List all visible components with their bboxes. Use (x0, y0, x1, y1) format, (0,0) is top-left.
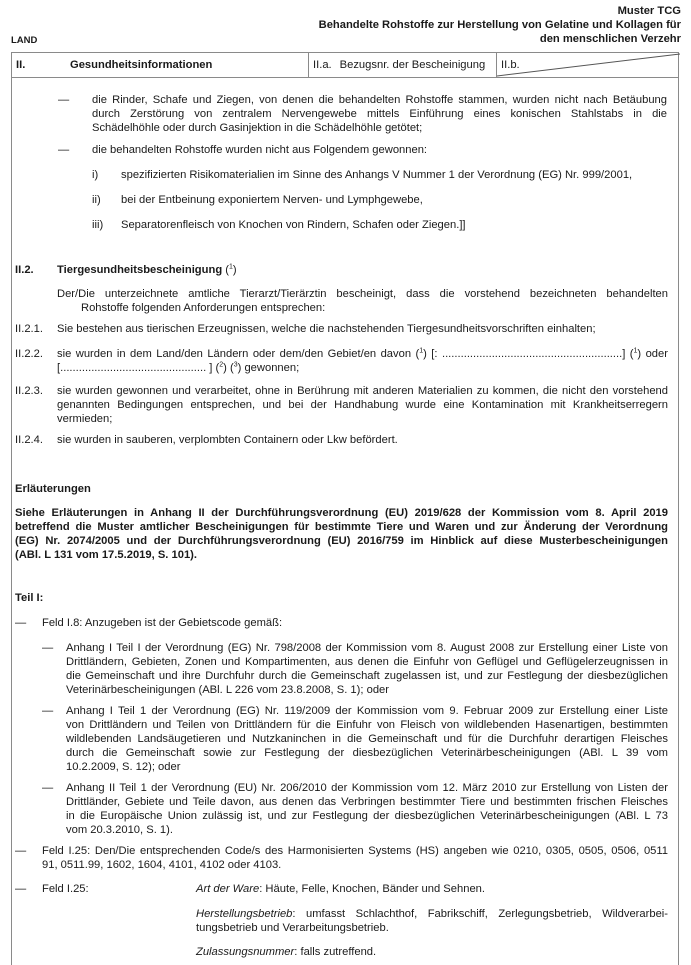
section-header-row (11, 52, 679, 78)
sub-item-text: Separatorenfleisch von Knochen von Rindern, Schafen oder Ziegen.]] (121, 219, 466, 231)
section-ii2-number: II.2. (15, 264, 34, 276)
section-number: II. (16, 59, 26, 71)
sub-item-number: iii) (92, 219, 104, 231)
iib-cell (497, 53, 678, 77)
iib-label: II.b. (501, 59, 520, 71)
section-title: Gesundheitsinformationen (70, 59, 213, 71)
dash-icon: — (42, 642, 54, 654)
item-number: II.2.4. (15, 434, 43, 446)
part1-heading: Teil I: (15, 592, 44, 604)
feld-i8-text: Feld I.8: Anzugeben ist der Gebietscode gemäß: (42, 617, 283, 629)
notes-body: Siehe Erläuterungen in Anhang II der Durchführungsverordnung (EU) 2019/628 der Kommission vom 8. April 2019 betreffend die Muster amtlicher Bescheinigungen für bestimmte Tiere und Waren und zur Änderung der Verordnung (EG) Nr. 2074/2005 und der Durchführungsverordnung (EU) 2016/759 im Hinblick auf diese Musterbescheinigungen (ABl. L 131 vom 17.5.2019, S. 101). (15, 507, 668, 561)
sub-item-number: i) (92, 169, 99, 181)
item-text: sie wurden in sauberen, verplombten Containern oder Lkw befördert. (57, 434, 398, 446)
art-der-ware: Art der Ware: Häute, Felle, Knochen, Bänder und Sehnen. (196, 883, 485, 895)
annex-119-2009: Anhang I Teil 1 der Verordnung (EG) Nr. 119/2009 der Kommission vom 9. Februar 2009 zur Erstellung einer Liste von Drittländern und Teilen von Drittländern für die Einfuhr von Fleisch von wildlebenden Hasenartigen, bestimmten wildlebenden Landsäugetieren und Nutzkaninchen in die Gemeinschaft und für die Durchfuhr derartigen Fleisches durch die Gemeinschaft sowie zur Festlegung der diesbezüglichen Veterinärbescheinigungen (ABl. L 39 vom 10.2.2009, S. 12); oder (66, 705, 668, 773)
model-label: Muster TCG (617, 5, 681, 17)
dash-icon: — (58, 94, 70, 106)
item-text-ii23: sie wurden gewonnen und verarbeitet, ohne in Berührung mit anderen Materialien zu kommen, die nicht den vorstehend genannten Bedingungen entsprechen, und bei der Handhabung wurde eine Kontamination mit Krankheitserregern vermieden; (57, 385, 668, 425)
feld-i25-label: Feld I.25: (42, 883, 89, 895)
bullet-rohstoffe: die behandelten Rohstoffe wurden nicht aus Folgendem gewonnen: (92, 144, 428, 156)
notes-heading: Erläuterungen (15, 483, 91, 495)
feld-i25-hs-codes: Feld I.25: Den/Die entsprechenden Code/s des Harmonisierten Systems (HS) angeben wie 0210, 0305, 0505, 0506, 0511 91, 0511.99, 1602, 1604, 4101, 4102 oder 4103. (42, 845, 668, 871)
document-title-line1: Behandelte Rohstoffe zur Herstellung von Gelatine und Kollagen für (318, 19, 681, 31)
item-text-ii22: sie wurden in dem Land/den Ländern oder dem/den Gebiet/en davon ($^1$) [: ..........................................................] ($^1$) oder [............................................... ] ($^2$) ($^3$) gewonnen; (57, 347, 668, 374)
item-number: II.2.3. (15, 385, 43, 397)
sub-item-number: ii) (92, 194, 101, 206)
dash-icon: — (42, 782, 54, 794)
diagonal-strike-icon (497, 53, 680, 78)
zulassungsnummer: Zulassungsnummer: falls zutreffend. (196, 946, 377, 958)
herstellungsbetrieb: Herstellungsbetrieb: umfasst Schlachthof, Fabrikschiff, Zerlegungsbetrieb, Wildverarbei- tungsbetrieb und Verarbeitungsbetrieb. (196, 908, 668, 934)
document-title-line2: den menschlichen Verzehr (539, 33, 681, 45)
section-ii2-heading: Tiergesundheitsbescheinigung ($^1$) (57, 263, 237, 276)
dash-icon: — (15, 845, 27, 857)
dash-icon: — (42, 705, 54, 717)
document-header (319, 4, 681, 46)
reference-number-label: Bezugsnr. der Bescheinigung (339, 59, 486, 71)
dash-icon: — (58, 144, 70, 156)
sub-item-text: bei der Entbeinung exponiertem Nerven- und Lymphgewebe, (121, 194, 423, 206)
reference-number-id: II.a. (313, 59, 332, 71)
annex-798-2008: Anhang I Teil I der Verordnung (EG) Nr. 798/2008 der Kommission vom 8. August 2008 zur Erstellung einer Liste von Drittländern, Gebieten, Zonen und Kompartimenten, aus denen die Einfuhr von Geflügel und Geflügelerzeugnissen in die Gemeinschaft und ihre Durchfuhr durch die Gemeinschaft zugelassen ist, und zur Festlegung der diesbezüglichen Veterinärbescheinigungen (ABl. L 226 vom 23.8.2008, S. 1); oder (66, 642, 668, 696)
sub-item-text: spezifizierten Risikomaterialien im Sinne des Anhangs V Nummer 1 der Verordnung (EG) Nr. 999/2001, (121, 169, 633, 181)
item-text: Sie bestehen aus tierischen Erzeugnissen, welche die nachstehenden Tiergesundheitsvorschriften einhalten; (57, 323, 596, 335)
dash-icon: — (15, 617, 27, 629)
annex-206-2010: Anhang II Teil 1 der Verordnung (EU) Nr. 206/2010 der Kommission vom 12. März 2010 zur Erstellung von Listen der Drittländer, Gebiete und Teile davon, aus denen das Verbringen bestimmter Tiere und bestimmten frischen Fleisches in die Europäische Union zulässig ist, und zur Festlegung der diesbezüglichen Veterinärbescheinigungen (ABl. L 73 vom 20.3.2010, S. 1). (66, 782, 668, 836)
item-number: II.2.1. (15, 323, 43, 335)
country-label: LAND (11, 35, 38, 46)
bullet-rinder: die Rinder, Schafe und Ziegen, von denen die behandelten Rohstoffe stammen, wurden nicht nach Betäubung durch Zerstörung von zentralem Nervengewebe mittels Einführung eines konischen Stahlstabs in die Schädelhöhle oder durch Gasinjektion in die Schädelhöhle getötet; (92, 94, 667, 134)
section-title-cell (12, 53, 309, 77)
reference-number-cell[interactable] (309, 53, 497, 77)
item-number: II.2.2. (15, 348, 43, 360)
section-ii2-intro: Der/Die unterzeichnete amtliche Tierarzt/Tierärztin bescheinigt, dass die vorstehend bezeichneten behandelten Rohstoffe folgenden Anforderungen entsprechen: (57, 288, 668, 314)
dash-icon: — (15, 883, 27, 895)
